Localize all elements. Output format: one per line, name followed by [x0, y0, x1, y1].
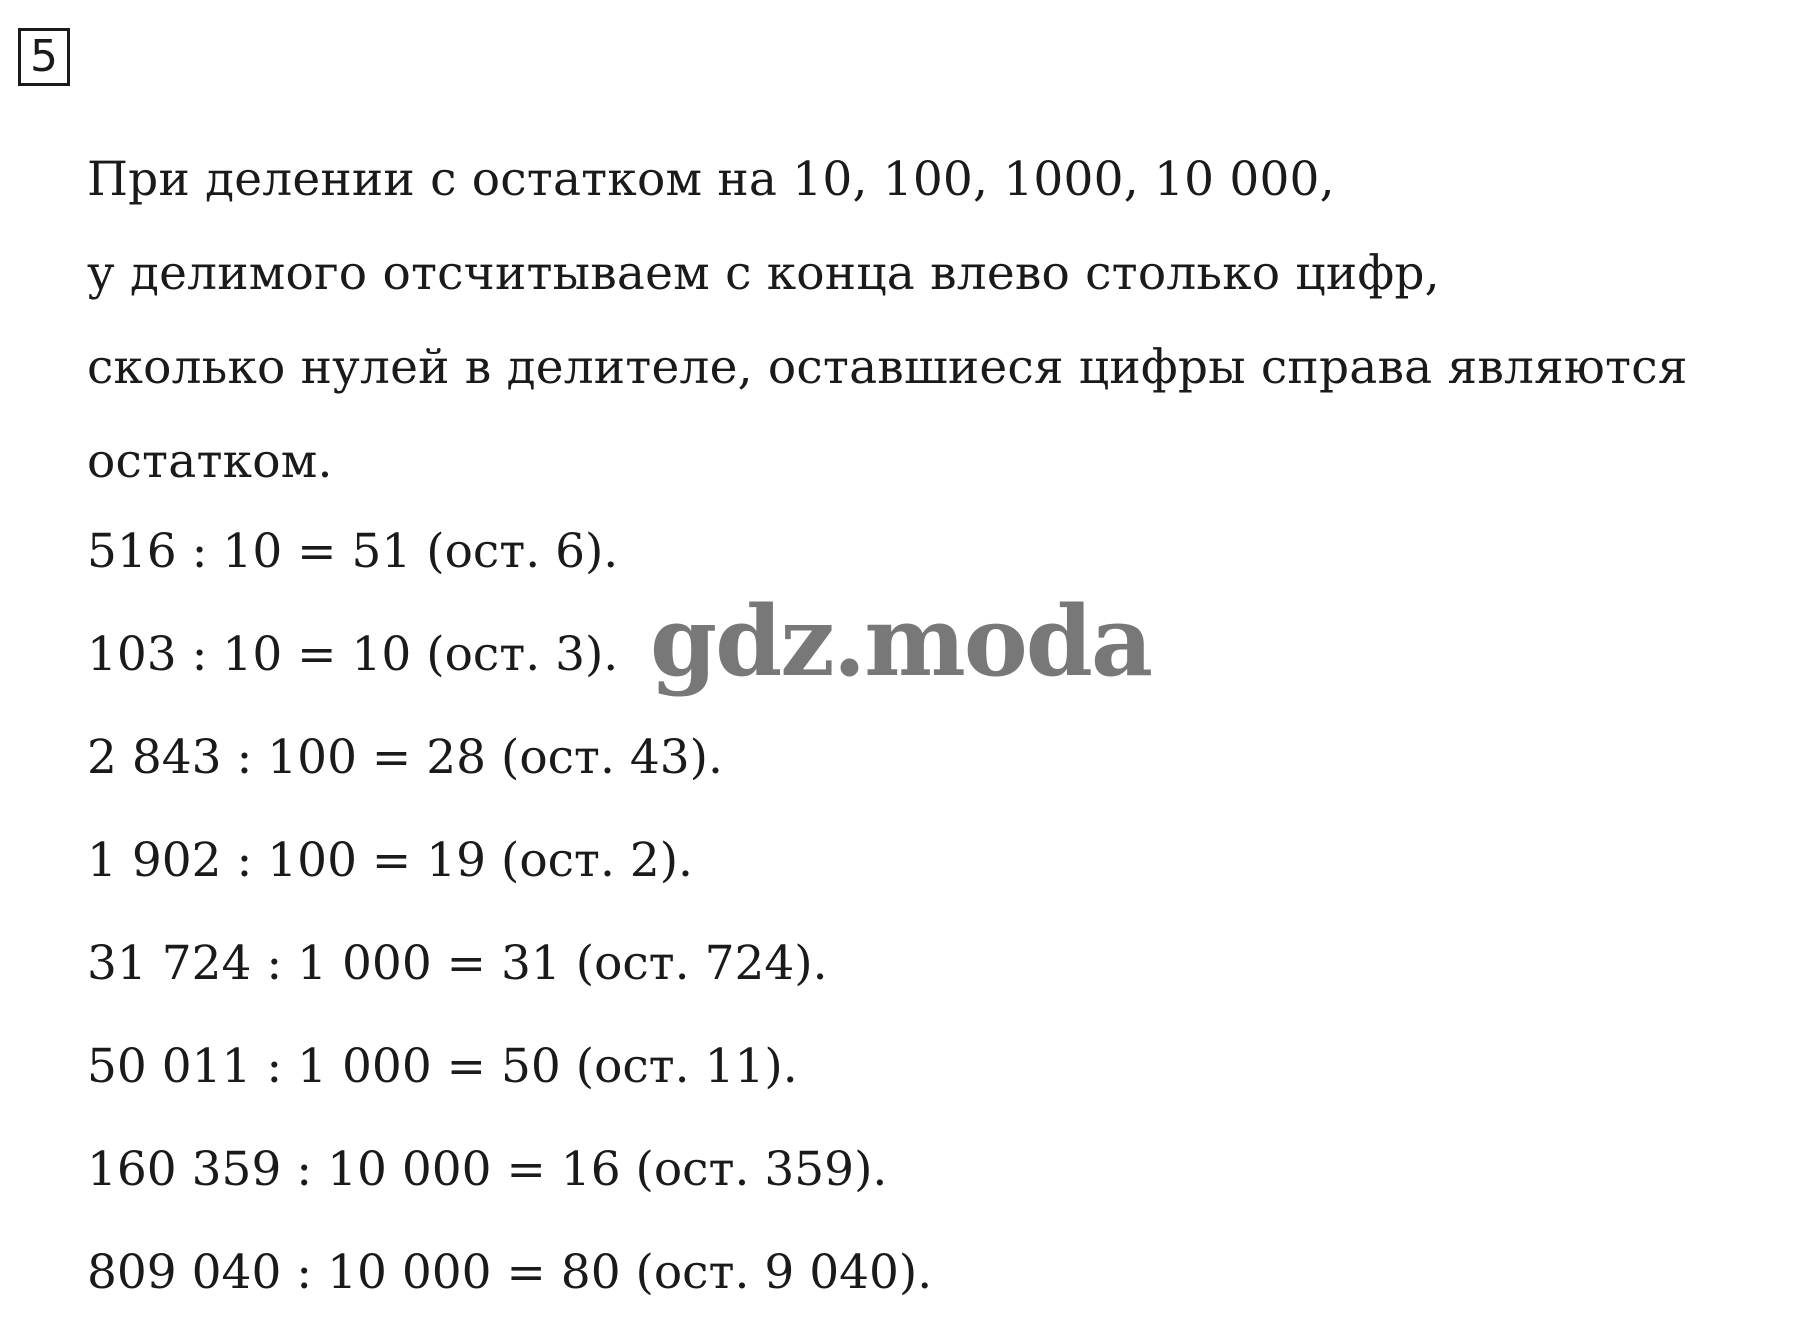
task-number-box: 5 — [18, 28, 70, 86]
equation-row: 2 843 : 100 = 28 (ост. 43). — [87, 730, 723, 785]
rule-text — [87, 133, 1787, 509]
equation-row: 160 359 : 10 000 = 16 (ост. 359). — [87, 1142, 888, 1197]
rule-line: у делимого отсчитываем с конца влево столько цифр, — [87, 246, 1440, 301]
equation-row: 1 902 : 100 = 19 (ост. 2). — [87, 833, 693, 888]
rule-line: При делении с остатком на 10, 100, 1000, 10 000, — [87, 152, 1335, 207]
watermark-logo: gdz.moda — [650, 585, 1152, 698]
equation-row: 31 724 : 1 000 = 31 (ост. 724). — [87, 936, 828, 991]
equation-row: 103 : 10 = 10 (ост. 3). — [87, 627, 619, 682]
equation-row: 809 040 : 10 000 = 80 (ост. 9 040). — [87, 1245, 933, 1300]
equation-row: 50 011 : 1 000 = 50 (ост. 11). — [87, 1039, 798, 1094]
rule-line: остатком. — [87, 434, 333, 489]
rule-line: сколько нулей в делителе, оставшиеся цифры справа являются — [87, 340, 1688, 395]
equation-row: 516 : 10 = 51 (ост. 6). — [87, 524, 619, 579]
